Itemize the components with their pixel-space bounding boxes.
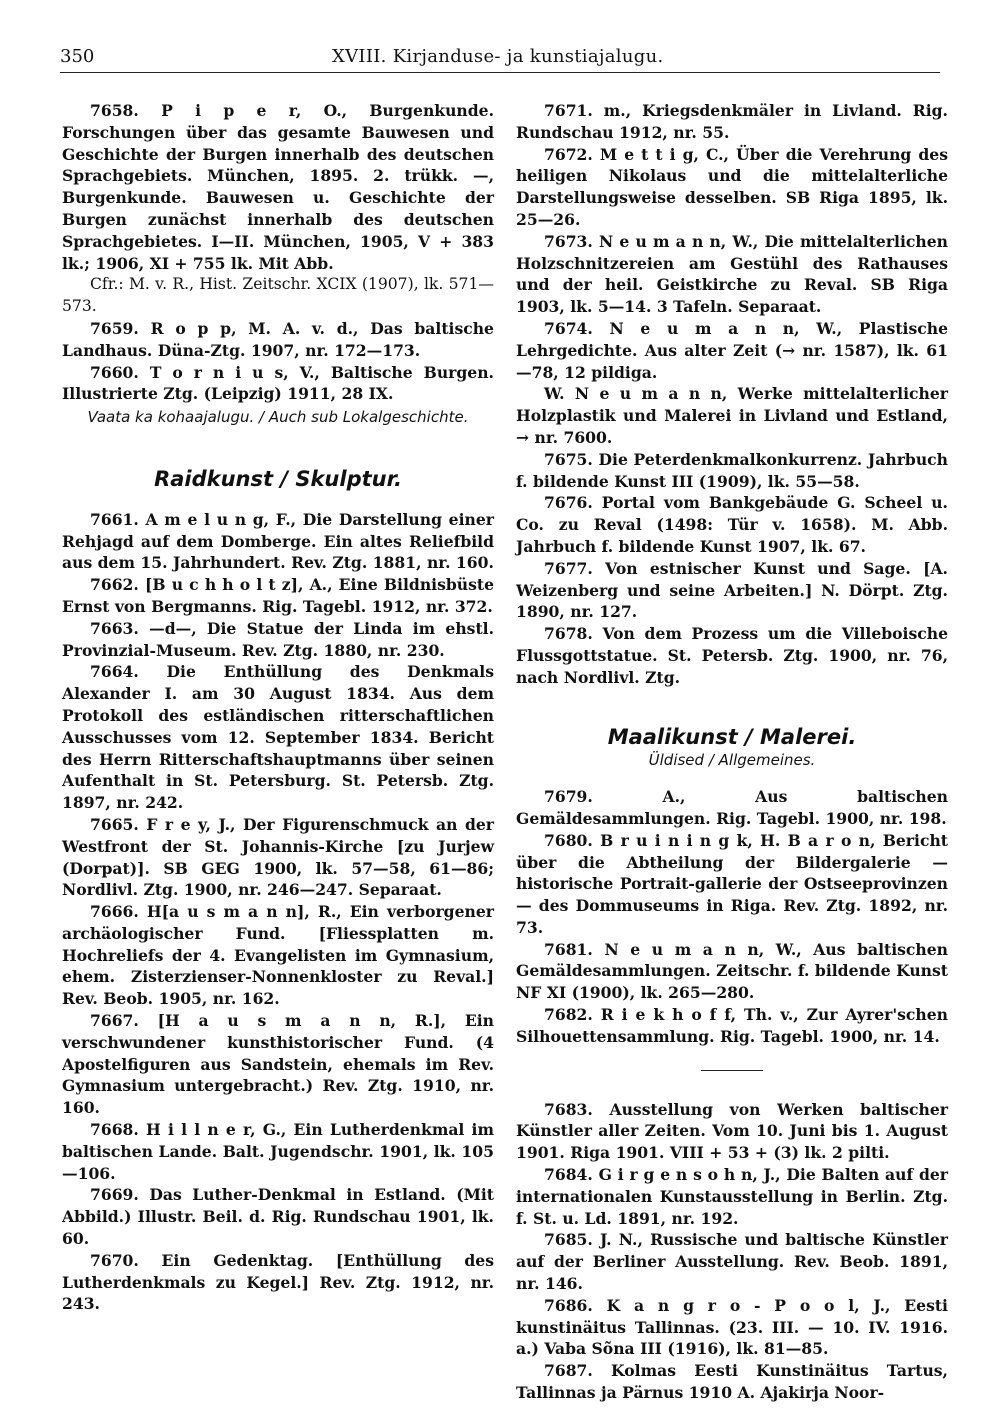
entry-note: Cfr.: M. v. R., Hist. Zeitschr. XCIX (1907), lk. 571—573. <box>62 275 494 316</box>
page-number: 350 <box>60 46 95 67</box>
left-column <box>62 100 494 1315</box>
subsection-title-general: Üldised / Allgemeines. <box>648 751 816 770</box>
entry-neumann-werke: W. N e u m a n n, Werke mittelalterlicher Holzplastik und Malerei in Livland und Estland, → nr. 7600. <box>516 384 949 447</box>
section-title-painting: Maalikunst / Malerei. <box>607 724 857 749</box>
entry-7673: 7673. N e u m a n n, W., Die mittelalterlichen Holzschnitzereien am Gestühl des Rathauses und der heil. Geistkirche zu Reval. SB Riga 1903, lk. 5—14. 3 Tafeln. Separaat. <box>516 231 948 317</box>
section-title-sculpture: Raidkunst / Skulptur. <box>154 466 402 491</box>
entry-7677: 7677. Von estnischer Kunst und Sage. [A. Weizenberg und seine Arbeiten.] N. Dörpt. Ztg. 1890, nr. 127. <box>516 558 948 622</box>
entry-7665: 7665. F r e y, J., Der Figurenschmuck an der Westfront der St. Johannis-Kirche [zu Jurjew (Dorpat)]. SB GEG 1900, lk. 57—58, 61—86; Nordlivl. Ztg. 1900, nr. 246—247. Separaat. <box>62 814 494 900</box>
entry-7667: 7667. [H a u s m a n n, R.], Ein verschwundener kunsthistorischer Fund. (4 Apostelfiguren aus Sandstein, ehemals im Rev. Gymnasium untergebracht.) Rev. Ztg. 1910, nr. 160. <box>62 1011 495 1118</box>
entry-7686: 7686. K a n g r o - P o o l, J., Eesti kunstinäitus Tallinnas. (23. III. — 10. IV. 1916. a.) Vaba Sõna III (1916), lk. 81—85. <box>516 1295 948 1359</box>
entry-7680: 7680. B r u i n i n g k, H. B a r o n, Bericht über die Abtheilung der Bildergalerie — historische Portrait-gallerie der Ostseeprovinzen — des Dommuseums in Riga. Rev. Ztg. 1892, nr. 73. <box>516 830 948 937</box>
entry-7663: 7663. —d—, Die Statue der Linda im ehstl. Provinzial-Museum. Rev. Ztg. 1880, nr. 230. <box>62 618 494 660</box>
section-divider <box>701 1070 763 1071</box>
entry-7679: 7679. A., Aus baltischen Gemäldesammlungen. Rig. Tagebl. 1900, nr. 198. <box>516 787 948 828</box>
entry-7678: 7678. Von dem Prozess um die Villeboische Flussgottstatue. St. Petersb. Ztg. 1900, nr. 76, nach Nordlivl. Ztg. <box>516 624 948 687</box>
entry-7684: 7684. G i r g e n s o h n, J., Die Balten auf der internationalen Kunstausstellung in Berlin. Ztg. f. St. u. Ld. 1891, nr. 192. <box>516 1165 948 1228</box>
entry-7659: 7659. R o p p, M. A. v. d., Das baltische Landhaus. Düna-Ztg. 1907, nr. 172—173. <box>62 318 494 360</box>
running-title: XVIII. Kirjanduse- ja kunstiajalugu. <box>332 46 664 67</box>
entry-7662: 7662. [B u c h h o l t z], A., Eine Bildnisbüste Ernst von Bergmanns. Rig. Tagebl. 1912, nr. 372. <box>62 575 494 616</box>
entry-7669: 7669. Das Luther-Denkmal in Estland. (Mit Abbild.) Illustr. Beil. d. Rig. Rundschau 1901, lk. 60. <box>62 1185 494 1249</box>
entry-7670: 7670. Ein Gedenktag. [Enthüllung des Lutherdenkmals zu Kegel.] Rev. Ztg. 1912, nr. 243. <box>62 1250 494 1314</box>
see-also-note: Vaata ka kohaajalugu. / Auch sub Lokalgeschichte. <box>87 408 469 427</box>
entry-7666: 7666. H[a u s m a n n], R., Ein verborgener archäologischer Fund. [Fliessplatten m. Hochreliefs der 4. Evangelisten im Gymnasium, ehem. Zisterzienser-Nonnenkloster zu Reval.] Rev. Beob. 1905, nr. 162. <box>62 902 494 1009</box>
entry-7664: 7664. Die Enthüllung des Denkmals Alexander I. am 30 August 1834. Aus dem Protokoll des estländischen ritterschaftlichen Ausschusses vom 12. September 1834. Bericht des Herrn Ritterschaftshauptmanns über seinen Aufenthalt in St. Petersburg. St. Petersb. Ztg. 1897, nr. 242. <box>62 662 494 813</box>
entry-7671: 7671. m., Kriegsdenkmäler in Livland. Rig. Rundschau 1912, nr. 55. <box>516 101 948 142</box>
entry-7682: 7682. R i e k h o f f, Th. v., Zur Ayrer'schen Silhouettensammlung. Rig. Tagebl. 1900, nr. 14. <box>516 1005 948 1046</box>
entry-7660: 7660. T o r n i u s, V., Baltische Burgen. Illustrierte Ztg. (Leipzig) 1911, 28 IX. <box>62 362 494 404</box>
entry-7681: 7681. N e u m a n n, W., Aus baltischen Gemäldesammlungen. Zeitschr. f. bildende Kunst NF XI (1900), lk. 265—280. <box>516 939 949 1003</box>
entry-7672: 7672. M e t t i g, C., Über die Verehrung des heiligen Nikolaus und die mittelalterliche Darstellungsweise desselben. SB Riga 1895, lk. 25—26. <box>516 144 948 229</box>
entry-7676: 7676. Portal vom Bankgebäude G. Scheel u. Co. zu Reval (1498: Tür v. 1658). M. Abb. Jahrbuch f. bildende Kunst 1907, lk. 67. <box>516 493 948 556</box>
entry-7683: 7683. Ausstellung von Werken baltischer Künstler aller Zeiten. Vom 10. Juni bis 1. August 1901. Riga 1901. VIII + 53 + (3) lk. 2 pilti. <box>516 1099 948 1163</box>
right-column <box>516 100 948 1404</box>
entry-7675: 7675. Die Peterdenkmalkonkurrenz. Jahrbuch f. bildende Kunst III (1909), lk. 55—58. <box>516 449 948 491</box>
entry-7674: 7674. N e u m a n n, W., Plastische Lehrgedichte. Aus alter Zeit (→ nr. 1587), lk. 61—78, 12 pildiga. <box>516 318 948 382</box>
entry-7687: 7687. Kolmas Eesti Kunstinäitus Tartus, Tallinnas ja Pärnus 1910 A. Ajakirja Noor- <box>516 1361 948 1403</box>
entry-7668: 7668. H i l l n e r, G., Ein Lutherdenkmal im baltischen Lande. Balt. Jugendschr. 1901, lk. 105—106. <box>62 1120 494 1183</box>
entry-7661: 7661. A m e l u n g, F., Die Darstellung einer Rehjagd auf dem Domberge. Ein altes Reliefbild aus dem 15. Jahrhundert. Rev. Ztg. 1881, nr. 160. <box>62 509 494 573</box>
entry-7685: 7685. J. N., Russische und baltische Künstler auf der Berliner Ausstellung. Rev. Beob. 1891, nr. 146. <box>516 1230 948 1294</box>
running-header <box>60 42 940 73</box>
entry-7658: 7658. P i p e r, O., Burgenkunde. Forschungen über das gesamte Bauwesen und Geschichte der Burgen innerhalb des deutschen Sprachgebiets. München, 1895. 2. trükk. —, Burgenkunde. Bauwesen u. Geschichte der Burgen zunächst innerhalb des deutschen Sprachgebietes. I—II. München, 1905, V + 383 lk.; 1906, XI + 755 lk. Mit Abb. <box>62 101 495 273</box>
